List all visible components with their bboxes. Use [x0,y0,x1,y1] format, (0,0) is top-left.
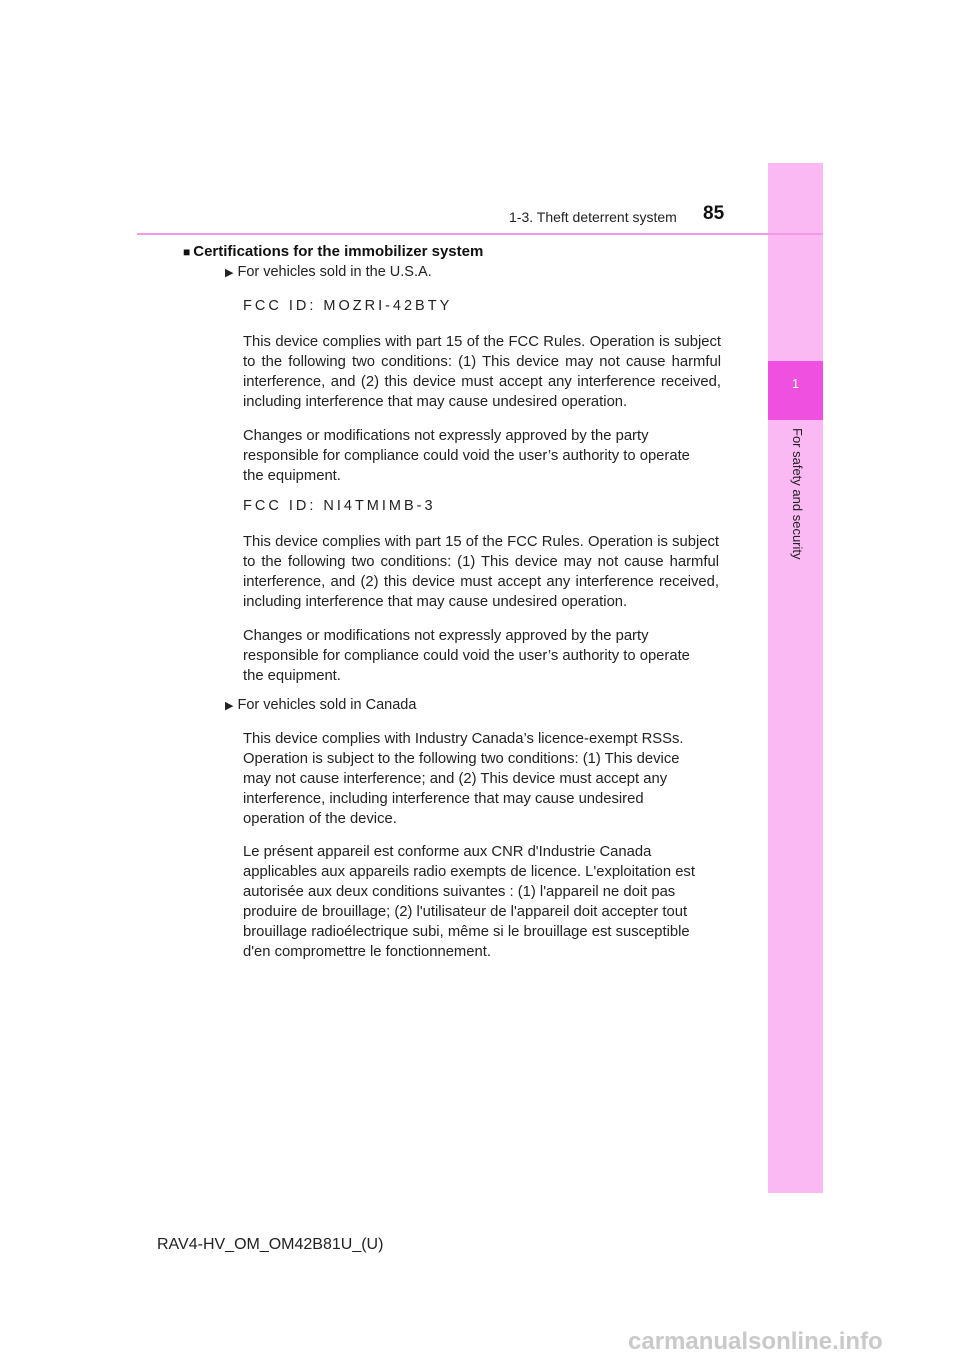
section-title: 1-3. Theft deterrent system [509,209,677,225]
document-code: RAV4-HV_OM_OM42B81U_(U) [157,1236,384,1253]
chapter-side-tab [768,163,823,1193]
triangle-arrow-icon: ▶ [225,700,234,712]
canada-label: For vehicles sold in Canada [237,697,417,713]
header-divider [137,233,823,235]
triangle-arrow-icon: ▶ [225,267,234,279]
watermark: carmanualsonline.info [628,1328,883,1355]
square-bullet-icon: ■ [183,245,191,259]
chapter-number: 1 [791,376,800,391]
chapter-label: For safety and security [790,428,805,560]
usa-label: For vehicles sold in the U.S.A. [237,264,432,280]
section-heading [183,243,483,260]
canada-french-text: Le présent appareil est conforme aux CNR d'Industrie Canada applicables aux appareils radio exempts de licence. L'exploitation est autorisée aux deux conditions suivantes : (1) l'appareil ne doit pas produire de brouillage; (2) l'utilisateur de l'appareil doit accepter tout brouillage radioélectrique subi, même si le brouillage est susceptible d'en compromettre le fonctionnement. [243,844,695,960]
heading-text: Certifications for the immobilizer system [193,243,484,260]
canada-english-text: This device complies with Industry Canada’s licence-exempt RSSs. Operation is subject to the following two conditions: (1) This device may not cause interference; and (2) This device must accept any interference, including interference that may cause undesired operation of the device. [243,731,684,827]
fcc2-changes-text: Changes or modifications not expressly approved by the party responsible for compliance could void the user’s authority to operate the equipment. [243,628,690,684]
fcc1-compliance-text: This device complies with part 15 of the FCC Rules. Operation is subject to the following two conditions: (1) This device may not cause harmful interference, and (2) this device must accept any interference received, including interference that may cause undesired operation. [243,334,721,410]
fcc-id-2: FCC ID: NI4TMIMB-3 [243,498,436,514]
fcc1-changes-text: Changes or modifications not expressly approved by the party responsible for compliance could void the user’s authority to operate the equipment. [243,428,690,484]
fcc2-compliance-text: This device complies with part 15 of the FCC Rules. Operation is subject to the following two conditions: (1) This device may not cause harmful interference, and (2) this device must accept any interference received, including interference that may cause undesired operation. [243,534,719,610]
canada-subheading [225,697,416,713]
usa-subheading [225,264,432,280]
page-number: 85 [703,203,725,224]
fcc-id-1: FCC ID: MOZRI-42BTY [243,298,453,314]
